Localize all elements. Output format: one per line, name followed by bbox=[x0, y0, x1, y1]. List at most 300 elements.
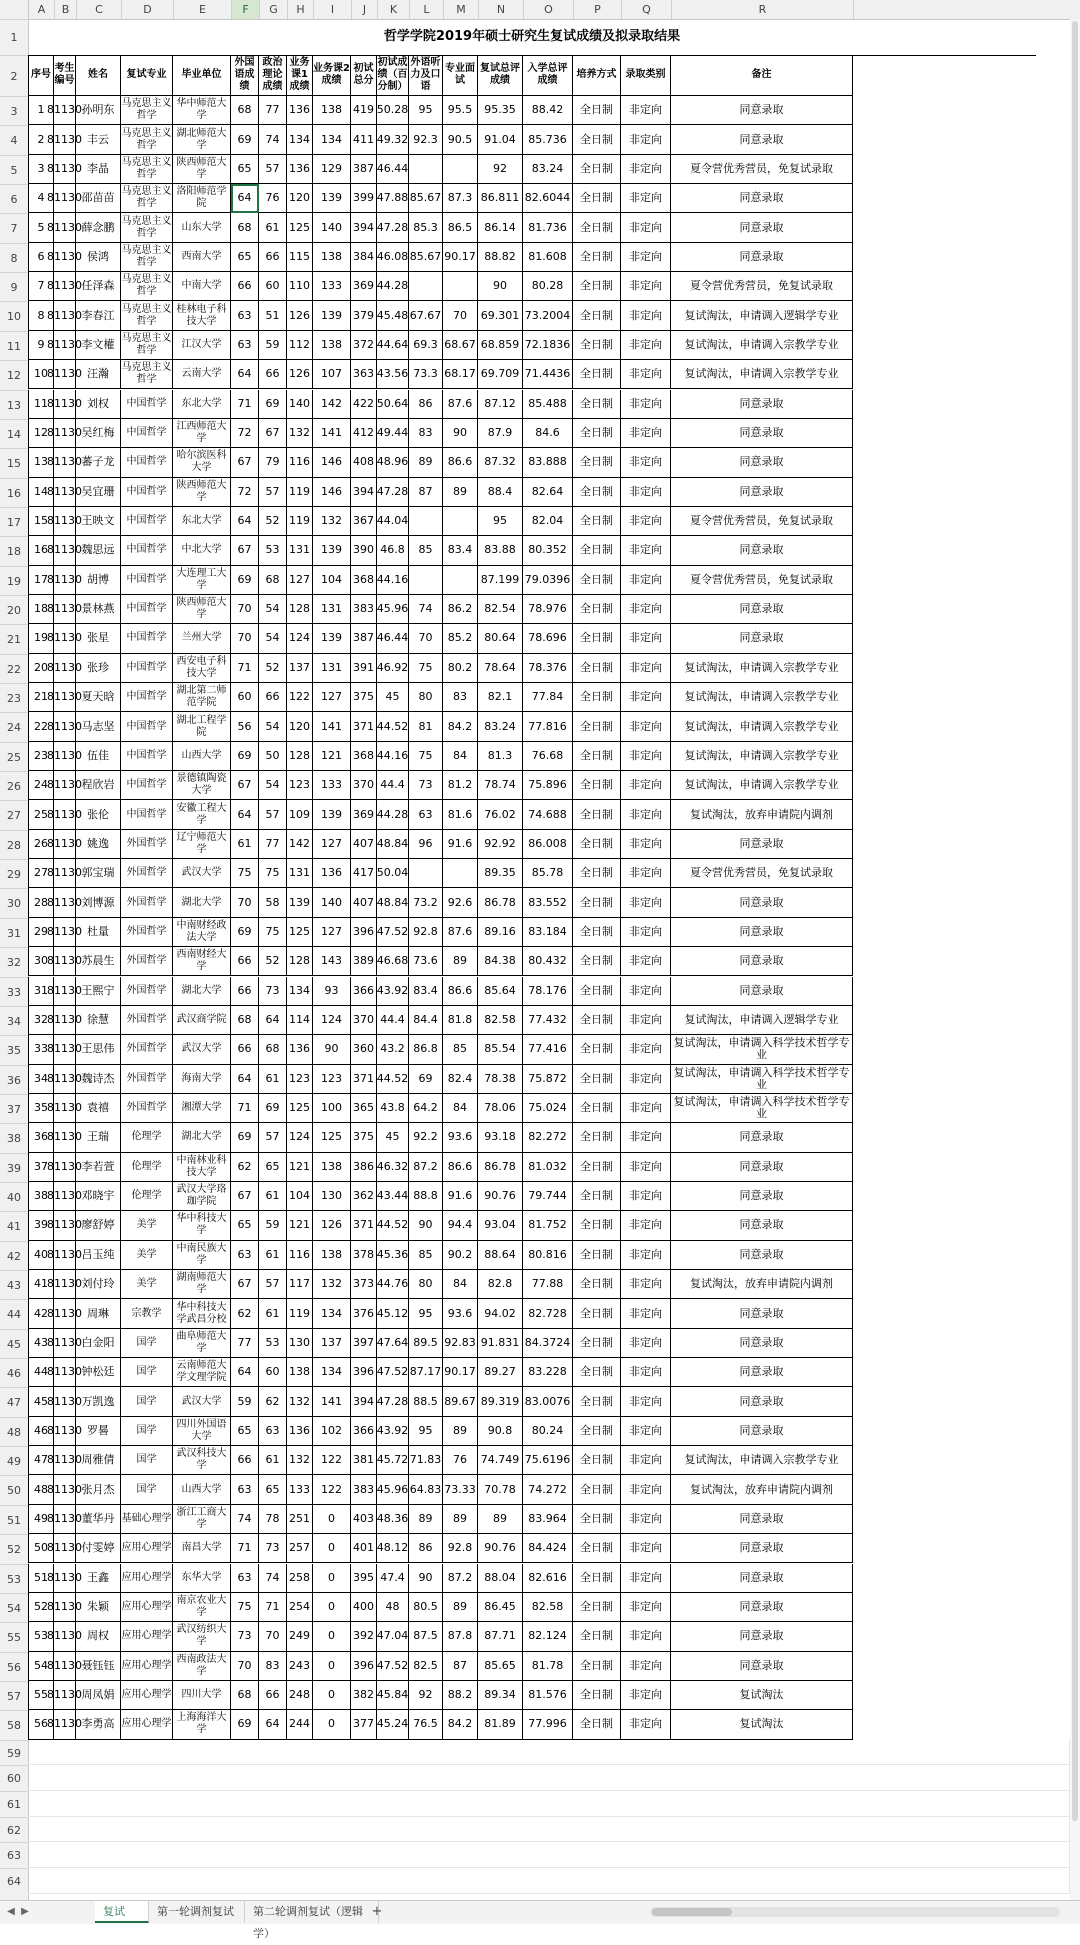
table-cell[interactable]: 396 bbox=[351, 1652, 377, 1681]
table-cell[interactable]: 87.3 bbox=[443, 184, 478, 213]
table-cell[interactable]: 39 bbox=[28, 1211, 54, 1240]
table-cell[interactable]: 96 bbox=[409, 830, 443, 859]
table-cell[interactable]: 复试淘汰，申请调入科学技术哲学专业 bbox=[671, 1065, 853, 1094]
row-number[interactable]: 31 bbox=[0, 918, 28, 947]
table-cell[interactable]: 陕西师范大学 bbox=[173, 155, 231, 184]
table-cell[interactable]: 非定向 bbox=[621, 1241, 671, 1270]
table-cell[interactable]: 44.52 bbox=[377, 1211, 409, 1240]
table-cell[interactable]: 79.744 bbox=[523, 1182, 573, 1211]
table-cell[interactable]: 93.6 bbox=[443, 1299, 478, 1328]
column-header-q[interactable]: Q bbox=[621, 0, 671, 19]
table-cell[interactable]: 73 bbox=[231, 1622, 259, 1651]
table-cell[interactable]: 全日制 bbox=[573, 918, 621, 947]
table-cell[interactable]: 75 bbox=[259, 859, 287, 888]
table-cell[interactable]: 81130 bbox=[54, 448, 76, 477]
table-cell[interactable]: 75.024 bbox=[523, 1094, 573, 1123]
table-cell[interactable]: 89 bbox=[443, 1593, 478, 1622]
table-cell[interactable] bbox=[443, 155, 478, 184]
table-cell[interactable]: 程欣岩 bbox=[76, 771, 121, 800]
table-cell[interactable]: 134 bbox=[287, 977, 313, 1006]
table-cell[interactable]: 同意录取 bbox=[671, 977, 853, 1006]
table-cell[interactable]: 非定向 bbox=[621, 1006, 671, 1035]
table-cell[interactable]: 86 bbox=[409, 390, 443, 419]
table-cell[interactable]: 70 bbox=[231, 624, 259, 653]
table-cell[interactable]: 64 bbox=[231, 1065, 259, 1094]
table-cell[interactable]: 44 bbox=[28, 1358, 54, 1387]
table-cell[interactable]: 81130 bbox=[54, 96, 76, 125]
table-cell[interactable]: 75 bbox=[231, 1593, 259, 1622]
table-cell[interactable]: 52 bbox=[259, 507, 287, 536]
table-cell[interactable]: 83.4 bbox=[443, 536, 478, 565]
table-cell[interactable]: 81130 bbox=[54, 213, 76, 242]
table-cell[interactable]: 非定向 bbox=[621, 331, 671, 360]
table-cell[interactable]: 20 bbox=[28, 654, 54, 683]
table-cell[interactable]: 69 bbox=[231, 742, 259, 771]
table-cell[interactable]: 51 bbox=[28, 1564, 54, 1593]
table-cell[interactable]: 88.2 bbox=[443, 1681, 478, 1710]
table-cell[interactable]: 全日制 bbox=[573, 1211, 621, 1240]
table-cell[interactable]: 同意录取 bbox=[671, 390, 853, 419]
table-cell[interactable]: 81.2 bbox=[443, 771, 478, 800]
table-cell[interactable]: 128 bbox=[287, 947, 313, 976]
table-cell[interactable]: 92 bbox=[478, 155, 523, 184]
table-cell[interactable]: 全日制 bbox=[573, 478, 621, 507]
table-cell[interactable]: 82.4 bbox=[443, 1065, 478, 1094]
table-cell[interactable]: 141 bbox=[313, 712, 351, 741]
table-cell[interactable]: 46.8 bbox=[377, 536, 409, 565]
table-cell[interactable]: 77.432 bbox=[523, 1006, 573, 1035]
table-header-cell[interactable]: 初试成绩（百分制） bbox=[377, 55, 409, 96]
table-cell[interactable]: 中国哲学 bbox=[121, 624, 173, 653]
table-cell[interactable]: 非定向 bbox=[621, 155, 671, 184]
table-cell[interactable]: 66 bbox=[231, 1035, 259, 1064]
table-cell[interactable]: 45.12 bbox=[377, 1299, 409, 1328]
table-cell[interactable]: 85.67 bbox=[409, 184, 443, 213]
table-cell[interactable]: 83.88 bbox=[478, 536, 523, 565]
table-cell[interactable]: 86.6 bbox=[443, 977, 478, 1006]
table-cell[interactable]: 67 bbox=[231, 771, 259, 800]
table-cell[interactable]: 48.12 bbox=[377, 1534, 409, 1563]
table-cell[interactable]: 119 bbox=[287, 478, 313, 507]
table-cell[interactable]: 同意录取 bbox=[671, 1505, 853, 1534]
table-cell[interactable]: 81130 bbox=[54, 859, 76, 888]
table-cell[interactable]: 华中师范大学 bbox=[173, 96, 231, 125]
table-cell[interactable]: 非定向 bbox=[621, 1035, 671, 1064]
table-cell[interactable]: 401 bbox=[351, 1534, 377, 1563]
table-cell[interactable]: 116 bbox=[287, 448, 313, 477]
table-cell[interactable]: 85.54 bbox=[478, 1035, 523, 1064]
table-cell[interactable]: 92.6 bbox=[443, 888, 478, 917]
table-cell[interactable]: 全日制 bbox=[573, 507, 621, 536]
table-cell[interactable]: 45.96 bbox=[377, 1475, 409, 1504]
table-cell[interactable]: 非定向 bbox=[621, 1153, 671, 1182]
table-cell[interactable]: 全日制 bbox=[573, 1446, 621, 1475]
table-cell[interactable]: 81130 bbox=[54, 683, 76, 712]
table-cell[interactable]: 辽宁师范大学 bbox=[173, 830, 231, 859]
table-cell[interactable]: 80 bbox=[409, 1270, 443, 1299]
table-cell[interactable]: 107 bbox=[313, 360, 351, 389]
table-cell[interactable]: 94.4 bbox=[443, 1211, 478, 1240]
table-cell[interactable]: 国学 bbox=[121, 1417, 173, 1446]
table-cell[interactable]: 130 bbox=[313, 1182, 351, 1211]
table-cell[interactable]: 71.83 bbox=[409, 1446, 443, 1475]
table-cell[interactable]: 81130 bbox=[54, 1534, 76, 1563]
table-cell[interactable]: 87 bbox=[443, 1652, 478, 1681]
table-cell[interactable]: 非定向 bbox=[621, 1652, 671, 1681]
table-cell[interactable]: 92.3 bbox=[409, 125, 443, 154]
table-cell[interactable]: 伍佳 bbox=[76, 742, 121, 771]
table-cell[interactable]: 中国哲学 bbox=[121, 771, 173, 800]
row-number[interactable]: 42 bbox=[0, 1241, 28, 1270]
table-cell[interactable]: 53 bbox=[259, 1329, 287, 1358]
table-cell[interactable]: 60 bbox=[231, 683, 259, 712]
table-cell[interactable]: 397 bbox=[351, 1329, 377, 1358]
table-cell[interactable]: 同意录取 bbox=[671, 1299, 853, 1328]
table-cell[interactable]: 47.52 bbox=[377, 1652, 409, 1681]
table-cell[interactable]: 聂钰钰 bbox=[76, 1652, 121, 1681]
table-cell[interactable]: 146 bbox=[313, 448, 351, 477]
table-cell[interactable]: 非定向 bbox=[621, 448, 671, 477]
table-cell[interactable]: 47.28 bbox=[377, 213, 409, 242]
table-cell[interactable]: 43 bbox=[28, 1329, 54, 1358]
table-cell[interactable]: 李文權 bbox=[76, 331, 121, 360]
column-header-p[interactable]: P bbox=[573, 0, 621, 19]
table-cell[interactable]: 61 bbox=[231, 830, 259, 859]
table-cell[interactable]: 非定向 bbox=[621, 771, 671, 800]
table-cell[interactable]: 66 bbox=[259, 683, 287, 712]
table-cell[interactable]: 45 bbox=[28, 1387, 54, 1416]
table-cell[interactable]: 同意录取 bbox=[671, 1593, 853, 1622]
table-cell[interactable]: 95 bbox=[409, 1417, 443, 1446]
table-cell[interactable]: 85.3 bbox=[409, 213, 443, 242]
table-cell[interactable]: 同意录取 bbox=[671, 1211, 853, 1240]
table-cell[interactable]: 128 bbox=[287, 742, 313, 771]
table-cell[interactable]: 23 bbox=[28, 742, 54, 771]
table-cell[interactable]: 85.67 bbox=[409, 243, 443, 272]
table-cell[interactable]: 非定向 bbox=[621, 1094, 671, 1123]
row-number[interactable]: 4 bbox=[0, 125, 28, 154]
table-cell[interactable]: 马克思主义哲学 bbox=[121, 96, 173, 125]
table-cell[interactable]: 104 bbox=[313, 566, 351, 595]
table-cell[interactable]: 周雅倩 bbox=[76, 1446, 121, 1475]
table-cell[interactable]: 71 bbox=[231, 390, 259, 419]
table-cell[interactable]: 马克思主义哲学 bbox=[121, 243, 173, 272]
table-cell[interactable]: 同意录取 bbox=[671, 1329, 853, 1358]
table-cell[interactable]: 65 bbox=[259, 1475, 287, 1504]
table-cell[interactable]: 59 bbox=[259, 331, 287, 360]
table-cell[interactable]: 全日制 bbox=[573, 536, 621, 565]
table-cell[interactable]: 82.124 bbox=[523, 1622, 573, 1651]
table-cell[interactable]: 武汉大学 bbox=[173, 1387, 231, 1416]
table-cell[interactable]: 非定向 bbox=[621, 301, 671, 330]
table-cell[interactable]: 44.4 bbox=[377, 771, 409, 800]
table-cell[interactable]: 万凯逸 bbox=[76, 1387, 121, 1416]
table-cell[interactable]: 73.2 bbox=[409, 888, 443, 917]
table-cell[interactable]: 美学 bbox=[121, 1241, 173, 1270]
row-number[interactable]: 16 bbox=[0, 478, 28, 507]
table-cell[interactable]: 张伦 bbox=[76, 800, 121, 829]
row-number[interactable]: 22 bbox=[0, 654, 28, 683]
vertical-scrollbar[interactable] bbox=[1070, 19, 1080, 1900]
table-cell[interactable]: 外国哲学 bbox=[121, 1035, 173, 1064]
table-cell[interactable]: 非定向 bbox=[621, 1710, 671, 1739]
table-cell[interactable]: 80.432 bbox=[523, 947, 573, 976]
table-cell[interactable]: 77.88 bbox=[523, 1270, 573, 1299]
row-number[interactable]: 28 bbox=[0, 830, 28, 859]
table-cell[interactable]: 同意录取 bbox=[671, 1241, 853, 1270]
table-cell[interactable]: 薛念鹏 bbox=[76, 213, 121, 242]
table-cell[interactable]: 127 bbox=[313, 918, 351, 947]
row-number[interactable]: 10 bbox=[0, 301, 28, 330]
table-cell[interactable]: 73.2004 bbox=[523, 301, 573, 330]
table-cell[interactable]: 全日制 bbox=[573, 390, 621, 419]
table-cell[interactable]: 384 bbox=[351, 243, 377, 272]
table-cell[interactable]: 70 bbox=[231, 1652, 259, 1681]
row-number[interactable]: 11 bbox=[0, 331, 28, 360]
row-number[interactable]: 44 bbox=[0, 1299, 28, 1328]
table-cell[interactable]: 77.416 bbox=[523, 1035, 573, 1064]
table-cell[interactable]: 82.1 bbox=[478, 683, 523, 712]
table-cell[interactable]: 48 bbox=[28, 1475, 54, 1504]
table-cell[interactable]: 419 bbox=[351, 96, 377, 125]
table-cell[interactable]: 88.64 bbox=[478, 1241, 523, 1270]
table-cell[interactable]: 46.44 bbox=[377, 155, 409, 184]
table-cell[interactable]: 84 bbox=[443, 1094, 478, 1123]
table-cell[interactable]: 362 bbox=[351, 1182, 377, 1211]
table-cell[interactable]: 同意录取 bbox=[671, 125, 853, 154]
table-cell[interactable]: 26 bbox=[28, 830, 54, 859]
table-cell[interactable]: 中国哲学 bbox=[121, 478, 173, 507]
row-number[interactable]: 60 bbox=[0, 1765, 28, 1791]
table-cell[interactable]: 同意录取 bbox=[671, 536, 853, 565]
table-cell[interactable]: 48 bbox=[377, 1593, 409, 1622]
table-cell[interactable]: 85 bbox=[409, 536, 443, 565]
table-cell[interactable]: 368 bbox=[351, 566, 377, 595]
table-cell[interactable]: 64 bbox=[259, 1006, 287, 1035]
table-cell[interactable]: 394 bbox=[351, 1387, 377, 1416]
table-cell[interactable]: 34 bbox=[28, 1065, 54, 1094]
table-cell[interactable]: 非定向 bbox=[621, 419, 671, 448]
table-cell[interactable]: 143 bbox=[313, 947, 351, 976]
table-cell[interactable]: 89.319 bbox=[478, 1387, 523, 1416]
table-cell[interactable]: 复试淘汰，放弃申请院内调剂 bbox=[671, 1475, 853, 1504]
table-cell[interactable]: 同意录取 bbox=[671, 947, 853, 976]
table-cell[interactable]: 朱颖 bbox=[76, 1593, 121, 1622]
table-cell[interactable]: 125 bbox=[287, 213, 313, 242]
table-cell[interactable]: 38 bbox=[28, 1182, 54, 1211]
table-cell[interactable]: 非定向 bbox=[621, 595, 671, 624]
table-cell[interactable]: 付雯婷 bbox=[76, 1534, 121, 1563]
table-cell[interactable]: 65 bbox=[231, 1211, 259, 1240]
table-cell[interactable]: 243 bbox=[287, 1652, 313, 1681]
table-cell[interactable]: 75 bbox=[231, 859, 259, 888]
table-cell[interactable]: 81130 bbox=[54, 155, 76, 184]
table-cell[interactable]: 76.5 bbox=[409, 1710, 443, 1739]
table-cell[interactable]: 非定向 bbox=[621, 1534, 671, 1563]
table-cell[interactable]: 苏晨生 bbox=[76, 947, 121, 976]
add-sheet-button[interactable]: + bbox=[371, 1904, 383, 1919]
table-cell[interactable]: 81.032 bbox=[523, 1153, 573, 1182]
table-cell[interactable]: 57 bbox=[259, 1270, 287, 1299]
table-cell[interactable]: 50.64 bbox=[377, 390, 409, 419]
table-cell[interactable]: 邓晓宇 bbox=[76, 1182, 121, 1211]
table-header-cell[interactable]: 外国语成绩 bbox=[231, 55, 259, 96]
table-cell[interactable]: 54 bbox=[259, 712, 287, 741]
row-number[interactable]: 40 bbox=[0, 1182, 28, 1211]
table-cell[interactable]: 0 bbox=[313, 1593, 351, 1622]
table-cell[interactable]: 31 bbox=[28, 977, 54, 1006]
table-cell[interactable]: 蕃子龙 bbox=[76, 448, 121, 477]
table-cell[interactable]: 72.1836 bbox=[523, 331, 573, 360]
table-cell[interactable]: 124 bbox=[313, 1006, 351, 1035]
table-cell[interactable]: 周琳 bbox=[76, 1299, 121, 1328]
table-cell[interactable]: 375 bbox=[351, 1123, 377, 1152]
table-cell[interactable]: 84.3724 bbox=[523, 1329, 573, 1358]
table-cell[interactable]: 370 bbox=[351, 1006, 377, 1035]
table-cell[interactable]: 全日制 bbox=[573, 243, 621, 272]
table-cell[interactable]: 伦理学 bbox=[121, 1153, 173, 1182]
table-cell[interactable]: 134 bbox=[313, 125, 351, 154]
tab-scroll-left-icon[interactable]: ◀ bbox=[7, 1906, 15, 1917]
column-header-e[interactable]: E bbox=[173, 0, 231, 19]
table-cell[interactable]: 全日制 bbox=[573, 1505, 621, 1534]
table-cell[interactable]: 浙江工商大学 bbox=[173, 1505, 231, 1534]
table-cell[interactable]: 119 bbox=[287, 1299, 313, 1328]
table-cell[interactable]: 非定向 bbox=[621, 1505, 671, 1534]
table-cell[interactable]: 83.964 bbox=[523, 1505, 573, 1534]
column-header-a[interactable]: A bbox=[28, 0, 54, 19]
table-cell[interactable]: 121 bbox=[287, 1211, 313, 1240]
table-cell[interactable]: 88.82 bbox=[478, 243, 523, 272]
table-cell[interactable]: 81 bbox=[409, 712, 443, 741]
empty-row[interactable] bbox=[28, 1868, 1070, 1894]
table-cell[interactable]: 山东大学 bbox=[173, 213, 231, 242]
table-cell[interactable]: 0 bbox=[313, 1710, 351, 1739]
table-cell[interactable]: 19 bbox=[28, 624, 54, 653]
table-cell[interactable]: 魏思远 bbox=[76, 536, 121, 565]
table-cell[interactable]: 国学 bbox=[121, 1358, 173, 1387]
column-header-m[interactable]: M bbox=[443, 0, 478, 19]
table-cell[interactable]: 69.709 bbox=[478, 360, 523, 389]
table-cell[interactable]: 同意录取 bbox=[671, 213, 853, 242]
table-cell[interactable]: 93 bbox=[313, 977, 351, 1006]
table-cell[interactable]: 马克思主义哲学 bbox=[121, 301, 173, 330]
table-cell[interactable]: 363 bbox=[351, 360, 377, 389]
table-cell[interactable]: 139 bbox=[313, 536, 351, 565]
row-number[interactable]: 57 bbox=[0, 1681, 28, 1710]
table-cell[interactable]: 中国哲学 bbox=[121, 595, 173, 624]
table-cell[interactable]: 非定向 bbox=[621, 1622, 671, 1651]
table-cell[interactable]: 70 bbox=[231, 595, 259, 624]
table-cell[interactable]: 89 bbox=[409, 1505, 443, 1534]
table-cell[interactable]: 244 bbox=[287, 1710, 313, 1739]
table-header-cell[interactable]: 入学总评成绩 bbox=[523, 55, 573, 96]
table-cell[interactable]: 61 bbox=[259, 1299, 287, 1328]
table-cell[interactable]: 386 bbox=[351, 1153, 377, 1182]
table-cell[interactable]: 80.816 bbox=[523, 1241, 573, 1270]
table-cell[interactable]: 73.3 bbox=[409, 360, 443, 389]
table-cell[interactable]: 81130 bbox=[54, 1622, 76, 1651]
table-cell[interactable]: 140 bbox=[313, 213, 351, 242]
sheet-tab[interactable]: 复试 bbox=[95, 1901, 149, 1923]
table-cell[interactable]: 100 bbox=[313, 1094, 351, 1123]
table-cell[interactable]: 112 bbox=[287, 331, 313, 360]
table-cell[interactable]: 138 bbox=[313, 331, 351, 360]
table-cell[interactable]: 马志坚 bbox=[76, 712, 121, 741]
table-cell[interactable]: 周凤娟 bbox=[76, 1681, 121, 1710]
table-cell[interactable]: 李若萱 bbox=[76, 1153, 121, 1182]
table-cell[interactable]: 81130 bbox=[54, 566, 76, 595]
table-cell[interactable]: 47.04 bbox=[377, 1622, 409, 1651]
table-cell[interactable]: 夏令营优秀营员，免复试录取 bbox=[671, 507, 853, 536]
table-cell[interactable]: 全日制 bbox=[573, 1593, 621, 1622]
table-cell[interactable]: 同意录取 bbox=[671, 184, 853, 213]
table-cell[interactable]: 76.68 bbox=[523, 742, 573, 771]
table-cell[interactable]: 123 bbox=[287, 771, 313, 800]
table-cell[interactable]: 62 bbox=[231, 1153, 259, 1182]
table-cell[interactable]: 92.92 bbox=[478, 830, 523, 859]
row-number[interactable]: 9 bbox=[0, 272, 28, 301]
table-cell[interactable]: 109 bbox=[287, 800, 313, 829]
table-cell[interactable]: 67 bbox=[231, 1270, 259, 1299]
table-cell[interactable]: 45.96 bbox=[377, 595, 409, 624]
table-cell[interactable]: 全日制 bbox=[573, 1065, 621, 1094]
table-cell[interactable]: 同意录取 bbox=[671, 918, 853, 947]
table-cell[interactable]: 美学 bbox=[121, 1270, 173, 1299]
table-cell[interactable]: 68 bbox=[231, 1681, 259, 1710]
table-cell[interactable]: 全日制 bbox=[573, 1534, 621, 1563]
table-cell[interactable]: 87.2 bbox=[409, 1153, 443, 1182]
table-cell[interactable]: 14 bbox=[28, 478, 54, 507]
table-cell[interactable]: 116 bbox=[287, 1241, 313, 1270]
table-cell[interactable]: 45.24 bbox=[377, 1710, 409, 1739]
table-cell[interactable]: 81130 bbox=[54, 331, 76, 360]
table-cell[interactable]: 全日制 bbox=[573, 859, 621, 888]
table-cell[interactable]: 全日制 bbox=[573, 742, 621, 771]
table-cell[interactable]: 全日制 bbox=[573, 888, 621, 917]
table-cell[interactable]: 81130 bbox=[54, 536, 76, 565]
table-cell[interactable]: 52 bbox=[259, 947, 287, 976]
table-cell[interactable]: 383 bbox=[351, 595, 377, 624]
row-number[interactable]: 17 bbox=[0, 507, 28, 536]
table-cell[interactable]: 417 bbox=[351, 859, 377, 888]
table-cell[interactable]: 44.28 bbox=[377, 800, 409, 829]
table-cell[interactable]: 同意录取 bbox=[671, 888, 853, 917]
table-cell[interactable]: 126 bbox=[287, 301, 313, 330]
table-cell[interactable]: 129 bbox=[313, 155, 351, 184]
row-number[interactable]: 61 bbox=[0, 1791, 28, 1817]
table-cell[interactable]: 中国哲学 bbox=[121, 683, 173, 712]
table-cell[interactable]: 马克思主义哲学 bbox=[121, 184, 173, 213]
table-cell[interactable]: 全日制 bbox=[573, 1270, 621, 1299]
table-cell[interactable]: 袁禧 bbox=[76, 1094, 121, 1123]
table-cell[interactable]: 91.04 bbox=[478, 125, 523, 154]
table-cell[interactable]: 50 bbox=[28, 1534, 54, 1563]
table-cell[interactable]: 非定向 bbox=[621, 1564, 671, 1593]
table-cell[interactable]: 81130 bbox=[54, 654, 76, 683]
table-cell[interactable]: 139 bbox=[313, 301, 351, 330]
table-cell[interactable]: 复试淘汰，申请调入宗教学专业 bbox=[671, 360, 853, 389]
table-cell[interactable]: 32 bbox=[28, 1006, 54, 1035]
table-cell[interactable]: 非定向 bbox=[621, 125, 671, 154]
table-cell[interactable]: 93.04 bbox=[478, 1211, 523, 1240]
table-cell[interactable]: 夏令营优秀营员，免复试录取 bbox=[671, 859, 853, 888]
table-cell[interactable]: 55 bbox=[28, 1681, 54, 1710]
table-cell[interactable]: 257 bbox=[287, 1534, 313, 1563]
row-number[interactable]: 64 bbox=[0, 1868, 28, 1894]
table-cell[interactable]: 73 bbox=[259, 977, 287, 1006]
table-cell[interactable]: 69 bbox=[231, 125, 259, 154]
